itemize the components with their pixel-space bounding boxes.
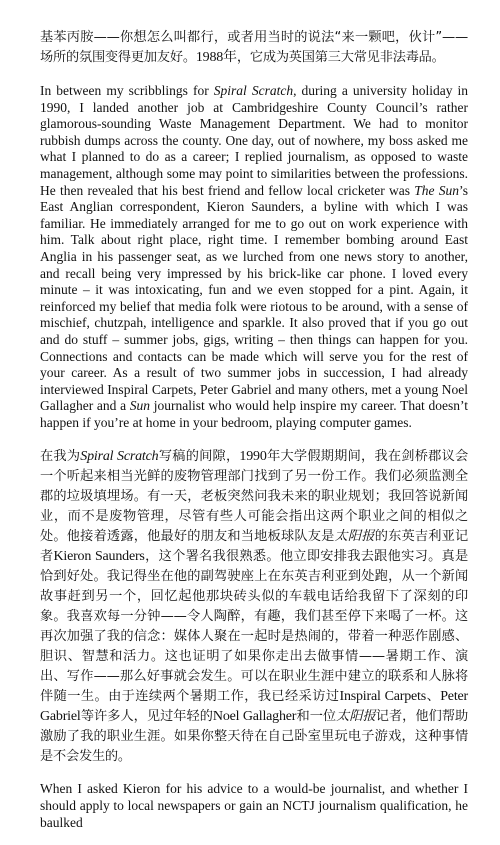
zh1-text-7: ，这个署名我很熟悉。他立即安排我去跟他实习。真是恰到好处。我记得坐在他的副驾驶座上在东英吉利亚到处跑，从一个新闻故事赶到另一个，回忆起他那块砖头似的车载电话给我留下了深刻的印象。我喜欢每一分钟——令人陶醉，有趣，我们甚至停下来喝了一杯。这再次加强了我的信念：媒体人聚在一起时是热闹的，带着一种恶作剧感、胆识、智慧和活力。这也证明了如果你走出去做事情——暑期工作、演出、写作——那么好事就会发生。可以在职业生涯中建立的联系和人脉将伴随一生。由于连续两个暑期工作，我已经采访过 [40,549,468,705]
zh1-text-4: 年大学假期期间，我在剑桥郡议会一个听起来相当光鲜的废物管理部门找到了另一份工作。我们必须监测全郡的垃圾填埋场。有一天，老板突然问我未来的职业规划；我回答说新闻业，而不是废物管理，尽管有些人可能会指出这两个职业之间的相似之处。他接着透露，他最好的朋友和当地板球队友是 [40,449,468,545]
zh1-text-5: 的东英吉利亚记者 [40,529,468,565]
english-paragraph-1 [40,83,468,431]
en1-title-the-sun: The Sun [414,182,459,198]
chinese-paragraph-1 [40,447,468,767]
en1-text-3: ’s East Anglian correspondent, Kieron Saunders, a byline with which I was familiar. He immediately arranged for me to go out on work experience with him. Talk about right place, right time. I remember bombing around East Anglia in his passenger seat, as we lurched from one news story to another, and recall being very impressed by his brick-like car phone. I loved every minute – it was intoxicating, fun and we even stopped for a pint. Again, it reinforced my belief that media folk were riotous to be around, with a sense of mischief, chutzpah, intelligence and sparkle. It also proved that if you go out and do stuff – summer jobs, gigs, writing – then things can happen for you. Connections and contacts can be made which will serve you for the rest of your career. As a result of two summer jobs in succession, I had already interviewed Inspiral Carpets, Peter Gabriel and many others, met a young Noel Gallagher and a [40,182,468,414]
intro-paragraph-zh [40,28,468,68]
en1-title-spiral-scratch: Spiral Scratch [213,83,294,98]
zh1-year: 1990 [239,449,267,465]
english-paragraph-2 [40,781,468,831]
zh1-text-1: 在我为 [40,449,81,465]
zh1-name-kieron: Kieron Saunders [53,549,145,565]
zh1-text-13: 和一位 [296,709,337,725]
en1-title-sun: Sun [129,398,151,414]
intro-text-2: ，它成为英国第三大常见非法毒品。 [236,50,445,65]
zh1-text-9: 、 [425,689,441,705]
zh1-title-the-sun: 太阳报 [334,529,375,545]
intro-year: 1988年 [195,50,237,65]
zh1-name-noel-gallagher: Noel Gallagher [212,709,297,725]
en1-text-1: In between my scribblings for [40,83,214,98]
zh1-name-peter-gabriel: Peter Gabriel [40,689,468,725]
en1-text-2: , during a university holiday in 1990, I landed another job at Cambridgeshire County Council’s rather glamorous-sounding Waste Management Department. We had to monitor rubbish dumps across the county. One day, out of nowhere, my boss asked me what I planned to do as a career; I replied journalism, as opposed to waste management, although some may point to similarities between the professions. He then revealed that his best friend and fellow local cricketer was [40,83,469,198]
page-content [40,28,468,845]
zh1-title-spiral-scratch: Spiral Scratch [80,449,159,465]
zh1-text-14: 记者，他们帮助激励了我的职业生涯。如果你整天待在自己卧室里玩电子游戏，这种事情是不会发生的。 [40,709,469,765]
intro-text-1: 基苯丙胺——你想怎么叫都行，或者用当时的说法“来一颗吧，伙计”——场所的氛围变得更加友好。 [40,30,468,65]
en2-text-1: When I asked Kieron for his advice to a would-be journalist, and whether I should apply to local newspapers or gain an NCTJ journalism qualification, he baulked [40,781,468,830]
zh1-name-inspiral-carpets: Inspiral Carpets [339,689,426,705]
zh1-title-sun: 太阳报 [336,709,376,725]
zh1-text-11: 等许多人，见过年轻的 [80,709,213,725]
zh1-text-2: 写稿的间隙， [158,449,240,465]
en1-text-4: journalist who would help inspire my career. That doesn’t happen if you’re at home in your bedroom, playing computer games. [40,398,468,430]
